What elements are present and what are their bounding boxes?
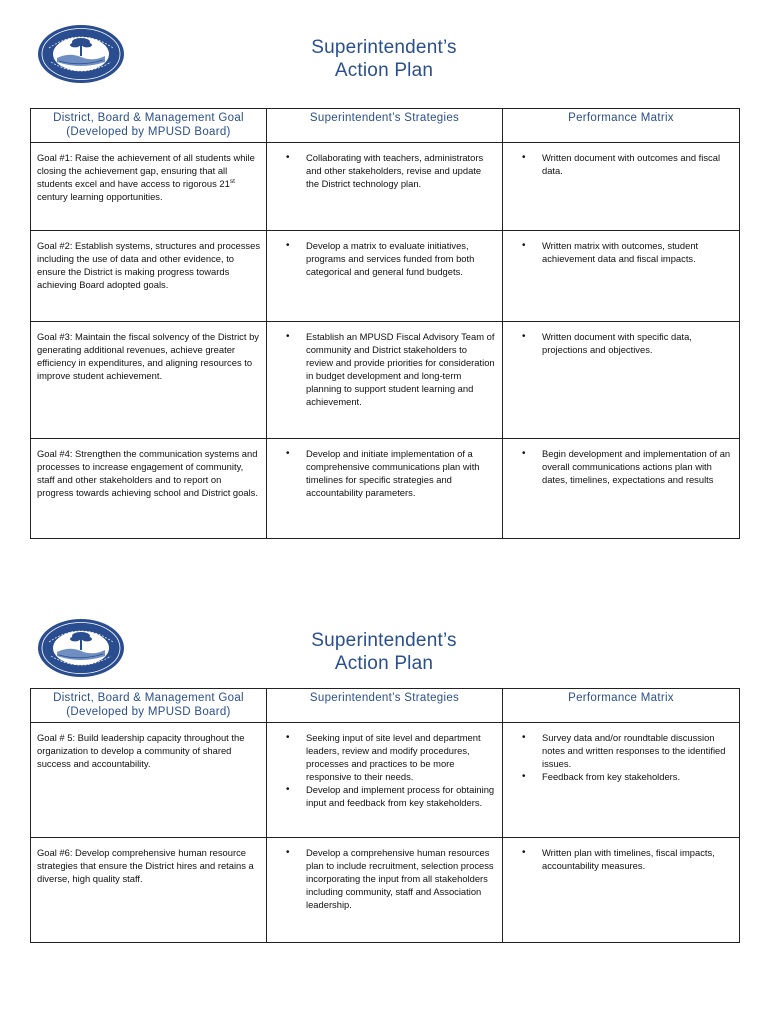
performance-cell	[503, 231, 740, 322]
header-goal-line-1: District, Board & Management Goal	[53, 692, 244, 704]
strategy-item: • Collaborating with teachers, administrators and other stakeholders, revise and update the District technology plan.	[273, 152, 496, 191]
performance-cell	[503, 439, 740, 539]
header-goal	[31, 689, 267, 723]
performance-cell	[503, 838, 740, 943]
table-row	[31, 723, 740, 838]
goal-cell: Goal #4: Strengthen the communication systems and processes to increase engagement of community, staff and other stakeholders and to report on progress towards achieving school and District goals.	[31, 439, 267, 539]
goal-cell: Goal #2: Establish systems, structures and processes including the use of data and other evidence, to ensure the District is making progress towards achieving Board adopted goals.	[31, 231, 267, 322]
performance-cell	[503, 143, 740, 231]
title-line-1: Superintendent’s	[311, 37, 457, 58]
table-row	[31, 322, 740, 439]
goal-superscript: st	[229, 177, 235, 185]
strategy-item: • Seeking input of site level and department leaders, review and modify procedures, processes and practices to be more responsive to their needs.	[273, 732, 496, 784]
page-title	[248, 629, 520, 675]
strategies-cell	[267, 723, 503, 838]
goal-cell: Goal #3: Maintain the fiscal solvency of the District by generating additional revenues, achieve greater efficiency in expenditures, and aligning resources to improve student achievement.	[31, 322, 267, 439]
strategy-item: • Develop a comprehensive human resources plan to include recruitment, selection process incorporating the input from all stakeholders including community, staff and Association leadership.	[273, 847, 496, 912]
header-strategies: Superintendent’s Strategies	[267, 689, 503, 723]
table-row	[31, 231, 740, 322]
table-header-row	[31, 109, 740, 143]
goal-cell	[31, 143, 267, 231]
district-seal-logo-icon	[37, 24, 125, 84]
header-performance: Performance Matrix	[503, 109, 740, 143]
goal-cell: Goal #6: Develop comprehensive human resource strategies that ensure the District hires and retains a diverse, high quality staff.	[31, 838, 267, 943]
header-goal	[31, 109, 267, 143]
header-goal-line-2: (Developed by MPUSD Board)	[66, 126, 231, 138]
title-line-2: Action Plan	[334, 60, 434, 81]
table-row	[31, 838, 740, 943]
strategy-item: • Develop and implement process for obtaining input and feedback from key stakeholders.	[273, 784, 496, 810]
header-performance: Performance Matrix	[503, 689, 740, 723]
table-row	[31, 439, 740, 539]
strategies-cell	[267, 838, 503, 943]
title-line-2: Action Plan	[334, 653, 434, 674]
performance-item: • Survey data and/or roundtable discussion notes and written responses to the identified issues.	[509, 732, 733, 771]
table-row	[31, 143, 740, 231]
title-line-1: Superintendent’s	[311, 630, 457, 651]
action-plan-table	[30, 688, 740, 943]
performance-item: • Written document with outcomes and fiscal data.	[509, 152, 733, 178]
performance-cell	[503, 322, 740, 439]
strategies-cell	[267, 439, 503, 539]
header-goal-line-1: District, Board & Management Goal	[53, 112, 244, 124]
strategies-cell	[267, 231, 503, 322]
action-plan-table	[30, 108, 740, 539]
table-header-row	[31, 689, 740, 723]
performance-item: • Written matrix with outcomes, student achievement data and fiscal impacts.	[509, 240, 733, 266]
goal-cell: Goal # 5: Build leadership capacity throughout the organization to develop a community of shared success and accountability.	[31, 723, 267, 838]
performance-item: • Feedback from key stakeholders.	[509, 771, 733, 784]
page-title	[248, 36, 520, 82]
goal-text: Goal #1: Raise the achievement of all students while closing the achievement gap, ensuring that all students excel and have access to rigorous 21	[37, 152, 255, 189]
performance-item: • Written plan with timelines, fiscal impacts, accountability measures.	[509, 847, 733, 873]
performance-item: • Written document with specific data, projections and objectives.	[509, 331, 733, 357]
strategies-cell	[267, 143, 503, 231]
header-strategies: Superintendent’s Strategies	[267, 109, 503, 143]
goal-text-cont: century learning opportunities.	[37, 190, 163, 202]
strategies-cell	[267, 322, 503, 439]
performance-cell	[503, 723, 740, 838]
strategy-item: • Develop a matrix to evaluate initiatives, programs and services funded from both categorical and general fund budgets.	[273, 240, 496, 279]
performance-item: • Begin development and implementation of an overall communications actions plan with dates, timelines, expectations and results	[509, 448, 733, 487]
strategy-item: • Establish an MPUSD Fiscal Advisory Team of community and District stakeholders to review and provide priorities for consideration in budget development and long-term planning to support student learning and achievement.	[273, 331, 496, 408]
district-seal-logo-icon	[37, 618, 125, 678]
header-goal-line-2: (Developed by MPUSD Board)	[66, 706, 231, 718]
strategy-item: • Develop and initiate implementation of a comprehensive communications plan with timelines for specific strategies and accountability parameters.	[273, 448, 496, 500]
